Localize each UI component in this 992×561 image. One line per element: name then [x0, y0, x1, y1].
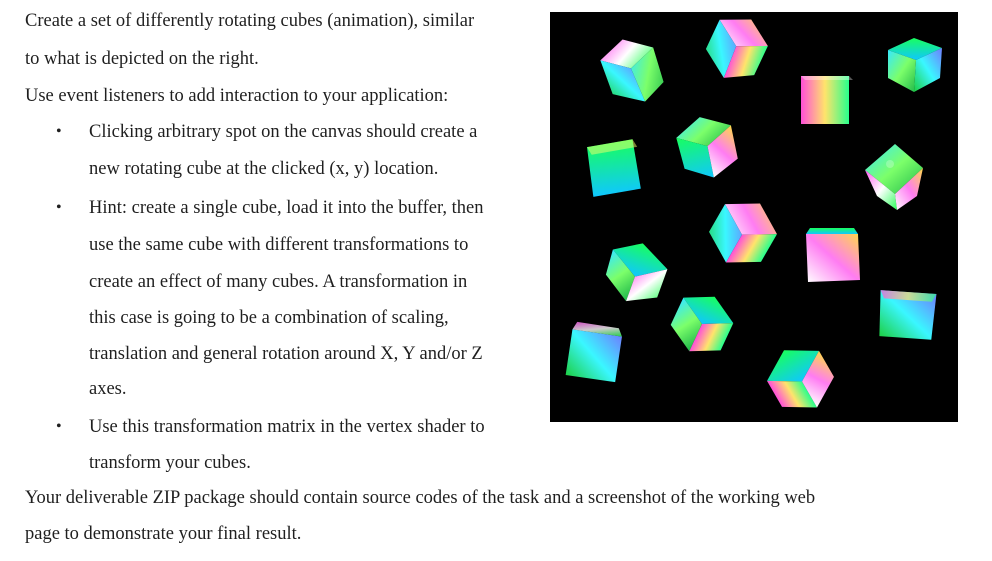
cube-8	[700, 189, 786, 278]
cube-1	[596, 31, 669, 111]
bullet-marker: •	[56, 123, 62, 140]
bullet-marker: •	[56, 418, 62, 435]
outro-text-line: page to demonstrate your final result.	[25, 524, 302, 544]
cube-6	[587, 139, 642, 197]
bullet-text-line: new rotating cube at the clicked (x, y) location.	[89, 159, 439, 179]
cube-4	[801, 76, 853, 124]
bullet-text-line: transform your cubes.	[89, 453, 251, 473]
bullet-text-line: create an effect of many cubes. A transformation in	[89, 272, 468, 292]
cube-7	[865, 144, 923, 210]
intro-text-line: Create a set of differently rotating cubes (animation), similar	[25, 11, 475, 31]
cube-2	[699, 12, 774, 88]
bullet-marker: •	[56, 199, 62, 216]
cube-9	[806, 228, 860, 282]
bullet-text-line: this case is going to be a combination of scaling,	[89, 308, 449, 328]
cube-3	[888, 38, 942, 92]
cube-5	[673, 110, 743, 184]
cube-11	[877, 290, 936, 340]
bullet-text-line: axes.	[89, 379, 127, 399]
intro-text-line: Use event listeners to add interaction to your application:	[25, 86, 449, 106]
cube-13	[565, 321, 623, 382]
bullet-text-line: use the same cube with different transformations to	[89, 235, 469, 255]
bullet-text-line: Clicking arbitrary spot on the canvas should create a	[89, 122, 478, 142]
bullet-text-line: Use this transformation matrix in the vertex shader to	[89, 417, 485, 437]
cubes-illustration	[550, 12, 958, 422]
cube-12	[664, 285, 740, 363]
bullet-text-line: Hint: create a single cube, load it into the buffer, then	[89, 198, 484, 218]
intro-text-line: to what is depicted on the right.	[25, 49, 259, 69]
bullet-text-line: translation and general rotation around X, Y and/or Z	[89, 344, 483, 364]
rotating-cubes-canvas-image	[550, 12, 958, 422]
outro-text-line: Your deliverable ZIP package should contain source codes of the task and a screenshot of the working web	[25, 488, 816, 508]
cube-10	[598, 234, 673, 310]
cube-14	[758, 335, 843, 422]
cube-15-highlight	[886, 160, 894, 168]
